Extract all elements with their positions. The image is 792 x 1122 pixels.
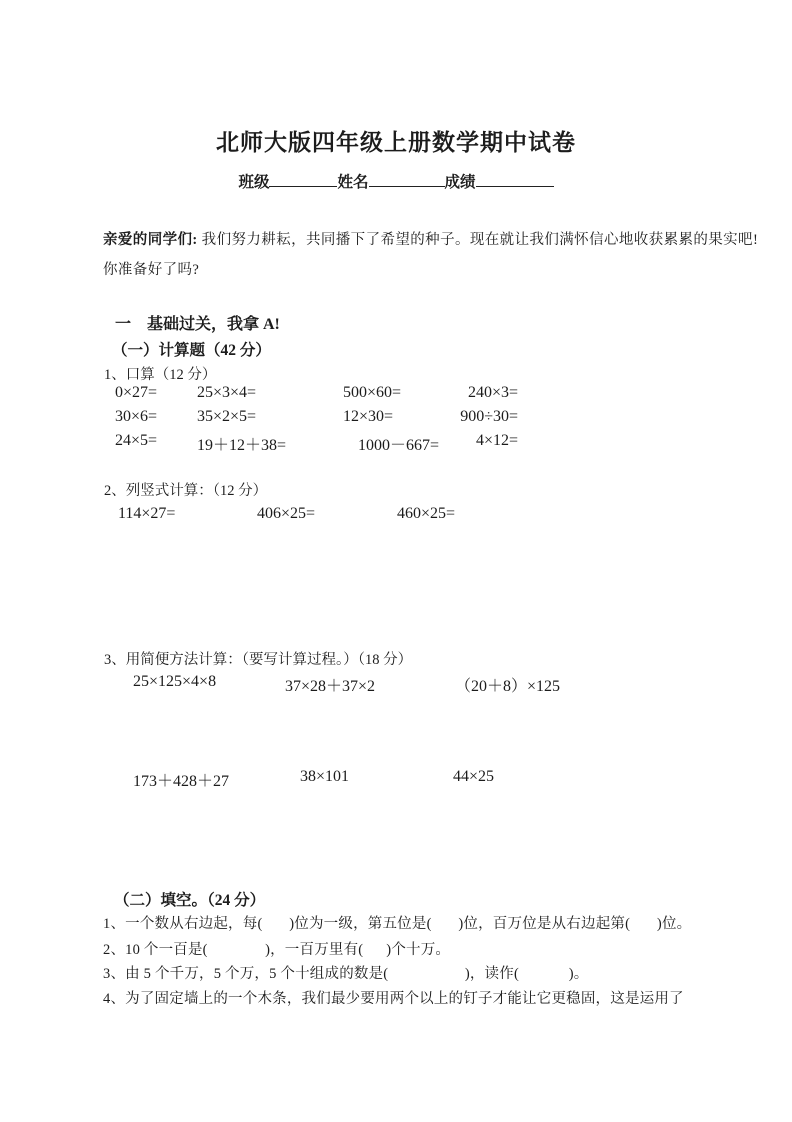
vertical-problem: 114×27=	[118, 505, 176, 522]
oral-problem: 0×27=	[115, 384, 158, 401]
oral-problem: 4×12=	[475, 432, 518, 449]
score-label: 成绩	[444, 174, 476, 191]
simplify-problem: 37×28＋37×2	[285, 678, 376, 695]
vertical-problem: 460×25=	[397, 505, 456, 522]
oral-problem: 12×30=	[343, 408, 394, 425]
oral-problem: 900÷30=	[460, 408, 518, 425]
part1-heading: 一 基础过关，我拿 A!	[115, 316, 280, 333]
simplify-row-1	[0, 673, 792, 693]
greeting-salutation: 亲爱的同学们:	[103, 232, 198, 248]
simplify-problem: （20＋8）×125	[455, 678, 561, 695]
fill-item-4: 4、为了固定墙上的一个木条，我们最少要用两个以上的钉子才能让它更稳固，这是运用了	[103, 991, 684, 1007]
fill-item-3: 3、由 5 个千万，5 个万，5 个十组成的数是( )，读作( )。	[103, 966, 589, 982]
vertical-calc-row	[118, 505, 678, 525]
fill-item-2: 2、10 个一百是( )，一百万里有( )个十万。	[103, 942, 451, 958]
fill-item-1: 1、一个数从右边起，每( )位为一级，第五位是( )位，百万位是从右边起第( )位。	[103, 916, 692, 932]
oral-row	[115, 384, 518, 404]
vertical-problem: 406×25=	[257, 505, 316, 522]
class-blank	[269, 171, 337, 187]
oral-problem: 240×3=	[467, 384, 518, 401]
oral-problem: 1000－667=	[358, 437, 440, 454]
greeting-text: 我们努力耕耘，共同播下了希望的种子。现在就让我们满怀信心地收获累累的果实吧!	[197, 232, 759, 248]
simplify-problem: 173＋428＋27	[133, 773, 230, 790]
oral-row	[115, 408, 518, 428]
oral-problem: 25×3×4=	[197, 384, 257, 401]
oral-problem: 24×5=	[115, 432, 158, 449]
oral-problem: 500×60=	[343, 384, 402, 401]
page-title: 北师大版四年级上册数学期中试卷	[216, 130, 576, 155]
score-blank	[476, 171, 554, 187]
oral-calc-grid	[115, 384, 518, 460]
oral-calc-title: 1、口算（12 分）	[104, 367, 217, 383]
class-label: 班级	[238, 174, 270, 191]
greeting-line-2: 你准备好了吗?	[103, 262, 200, 278]
calc-section-heading: （一）计算题（42 分）	[112, 342, 271, 359]
vertical-calc-title: 2、列竖式计算：（12 分）	[104, 483, 268, 499]
fill-section-heading: （二）填空。（24 分）	[114, 892, 266, 909]
oral-problem: 19＋12＋38=	[197, 437, 287, 454]
simplify-row-2	[0, 768, 792, 788]
class-field	[238, 170, 337, 192]
oral-problem: 35×2×5=	[197, 408, 257, 425]
greeting-line-1	[103, 228, 759, 249]
name-label: 姓名	[337, 174, 369, 191]
name-blank	[369, 171, 445, 187]
simplify-problem: 44×25	[453, 768, 495, 785]
simplify-calc-title: 3、用简便方法计算：（要写计算过程。）（18 分）	[104, 652, 413, 668]
simplify-problem: 25×125×4×8	[133, 673, 217, 690]
name-field	[337, 170, 444, 192]
oral-row	[115, 432, 518, 452]
oral-problem: 30×6=	[115, 408, 158, 425]
simplify-problem: 38×101	[300, 768, 350, 785]
score-field	[445, 170, 554, 192]
student-info-line	[0, 170, 792, 192]
